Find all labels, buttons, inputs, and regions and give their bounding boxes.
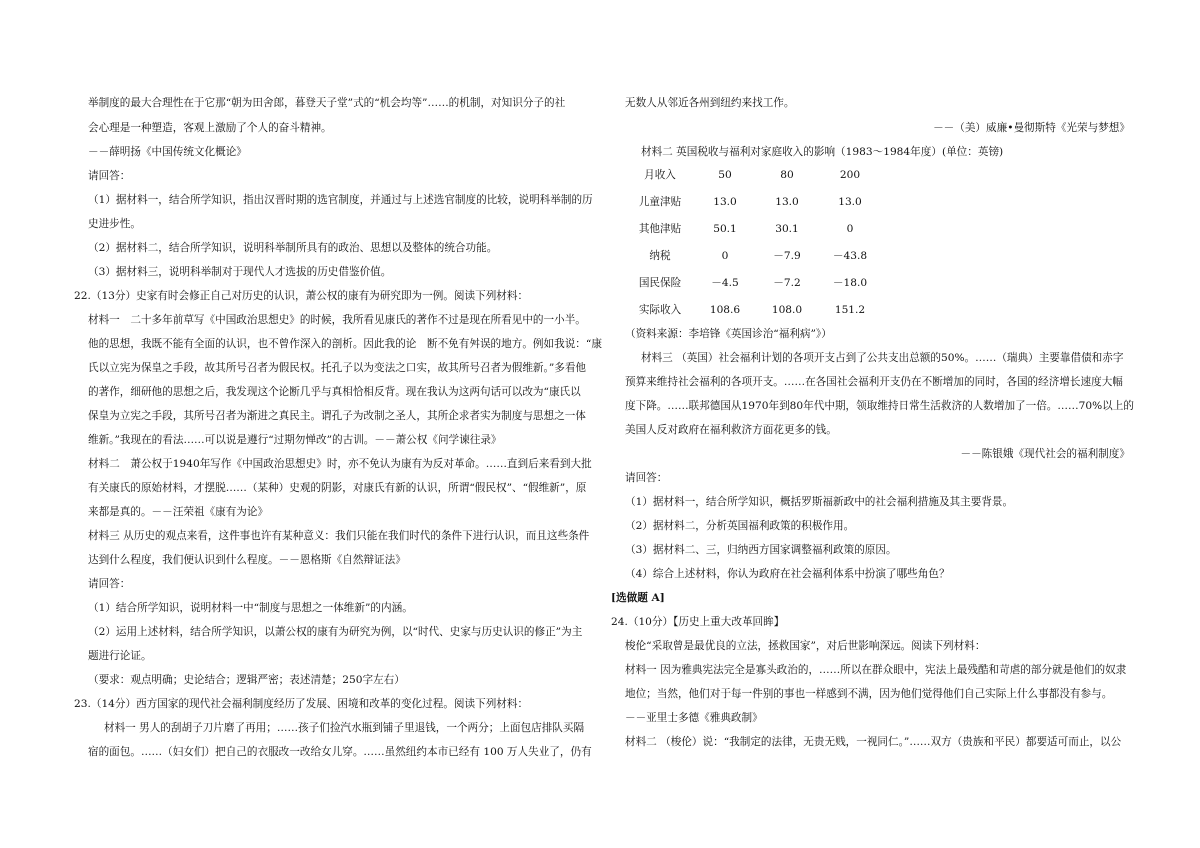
text-line: 美国人反对政府在福利救济方面花更多的钱。 [625,424,837,436]
table-cell: －18.0 [832,277,868,289]
question-item: （2）运用上述材料，结合所学知识，以萧公权的康有为研究为例，以“时代、史家与历史认识的修正”为主 [88,626,583,638]
text-line: 材料三 从历史的观点来看，这件事也许有某种意义：我们只能在我们时代的条件下进行认识，而且这些条件 [88,530,590,542]
text-line: 材料二 萧公权于1940年写作《中国政治思想史》时，亦不免认为康有为反对革命。……直到后来看到大批 [88,458,592,470]
question-prompt: 请回答： [625,472,668,484]
table-cell: 纳税 [649,250,671,262]
question-23-header: 23.（14分）西方国家的现代社会福利制度经历了发展、困境和改革的变化过程。阅读下列材料： [74,698,529,710]
table-cell: 实际收入 [638,304,682,316]
table-cell: 50 [718,169,732,181]
text-line: 维新。”我现在的看法……可以说是遵行“过期勿惮改”的古训。－－萧公权《问学谏往录》 [88,434,502,446]
text-line: 梭伦“采取曾是最优良的立法，拯救国家”，对后世影响深远。阅读下列材料： [625,640,986,652]
text-line: 预算来维持社会福利的各项开支。……在各国社会福利开支仍在不断增加的同时，各国的经济增长速度大幅 [625,376,1123,388]
table-cell: －4.5 [711,277,739,289]
table-cell: －7.2 [773,277,801,289]
table-cell: 0 [846,223,854,235]
text-line: 达到什么程度，我们便认识到什么程度。－－恩格斯《自然辩证法》 [88,554,406,566]
question-item: （1）据材料一，结合所学知识，指出汉晋时期的选官制度，并通过与上述选官制度的比较，说明科举制的历 [88,194,593,206]
question-item: （2）据材料二，分析英国福利政策的积极作用。 [625,520,855,532]
source-note: （资料来源：李培锋《英国诊治“福利病”》） [625,328,832,340]
question-item: （3）据材料二、三，归纳西方国家调整福利政策的原因。 [625,544,897,556]
question-item: （3）据材料三，说明科举制对于现代人才选拔的历史借鉴价值。 [88,266,392,278]
table-row [625,276,885,290]
table-cell: 200 [839,169,861,181]
text-line: 度下降。……联邦德国从1970年到80年代中期，领取维持日常生活救济的人数增加了一倍。……70%以上的 [625,400,1134,412]
text-line: 举制度的最大合理性在于它那“朝为田舍郎，暮登天子堂”式的“机会均等”……的机制，对知识分子的社 [88,97,566,109]
text-line: 材料二 （梭伦）说：“我制定的法律，无贵无贱，一视同仁。”……双方（贵族和平民）都要适可而止，以公 [625,736,1122,748]
question-item: （2）据材料二，结合所学知识，说明科举制所具有的政治、思想以及整体的统合功能。 [88,242,498,254]
table-cell: 108.0 [771,304,803,316]
text-line: 宿的面包。……（妇女们）把自己的衣服改一改给女儿穿。……虽然纽约本市已经有 100 万人失业了，仍有 [88,746,592,758]
text-line: 材料一 二十多年前草写《中国政治思想史》的时候，我所看见康氏的著作不过是现在所看见中的一小半。 [88,314,586,326]
table-cell: 30.1 [775,223,799,235]
text-line: 材料一 因为雅典宪法完全是寡头政治的，……所以在群众眼中，宪法上最残酷和苛虐的部分就是他们的奴隶 [625,664,1127,676]
table-cell: 13.0 [838,196,862,208]
table-cell: 80 [780,169,794,181]
table-cell: 13.0 [775,196,799,208]
table-header-row [625,168,885,182]
text-line: 无数人从邻近各州到纽约来找工作。 [625,97,795,109]
table-cell: 151.2 [834,304,866,316]
table-cell: 50.1 [713,223,737,235]
text-line: 来都是真的。－－汪荣祖《康有为论》 [88,506,269,518]
table-cell: －43.8 [832,250,868,262]
table-cell: 国民保险 [638,277,682,289]
citation: －－亚里士多德《雅典政制》 [625,712,763,724]
table-row [625,249,885,263]
text-line: 氏以立宪为保皇之手段，故其所号召者为假民权。托孔子以为变法之口实，故其所号召者为假维新。”多看他 [88,362,587,374]
text-line: 材料一 男人的刮胡子刀片磨了再用；……孩子们捡汽水瓶到铺子里退钱，一个两分；上面包店排队买隔 [104,722,585,734]
text-line: 材料三 （英国）社会福利计划的各项开支占到了公共支出总额的50%。……（瑞典）主要靠借债和赤字 [641,352,1124,364]
citation: －－陈银娥《现代社会的福利制度》 [960,448,1130,460]
text-line: 有关康氏的原始材料，才摆脱……（某种）史观的阴影，对康氏有新的认识，所谓“假民权”、“假维新”，原 [88,482,587,494]
text-line: 地位；当然，他们对于每一件别的事也一样感到不满，因为他们觉得他们自己实际上什么事都没有参与。 [625,688,1113,700]
requirement-note: （要求：观点明确；史论结合；逻辑严密；表述清楚；250字左右） [88,674,405,686]
question-prompt: 请回答： [88,578,131,590]
citation: －－薛明扬《中国传统文化概论》 [88,146,247,158]
table-cell: 其他津贴 [638,223,682,235]
table-row [625,303,885,317]
citation: －－（美）威廉•曼彻斯特《光荣与梦想》 [933,122,1130,134]
text-line: 的著作，细研他的思想之后，我发现这个论断几乎与真相恰相反背。现在我认为这两句话可以改为“康氏以 [88,386,581,398]
question-item: 题进行论证。 [88,650,152,662]
table-cell: －7.9 [773,250,801,262]
table-row [625,222,885,236]
table-cell: 月收入 [644,169,676,181]
text-line: 保皇为立宪之手段，其所号召者为渐进之真民主。谓孔子为改制之圣人，其所企求者实为制度与思想之一体 [88,410,586,422]
question-item: （1）据材料一，结合所学知识，概括罗斯福新政中的社会福利措施及其主要背景。 [625,496,1014,508]
table-caption: 材料二 英国税收与福利对家庭收入的影响（1983～1984年度）(单位：英镑) [641,146,1004,158]
question-24-header: 24.（10分）【历史上重大改革回眸】 [611,616,785,628]
table-cell: 13.0 [713,196,737,208]
question-item: （4）综合上述材料，你认为政府在社会福利体系中扮演了哪些角色？ [625,568,950,580]
table-cell: 0 [721,250,729,262]
text-line: 会心理是一种塑造，客观上激励了个人的奋斗精神。 [88,122,332,134]
table-row [625,195,885,209]
table-cell: 108.6 [709,304,741,316]
text-line: 他的思想，我既不能有全面的认识，也不曾作深入的剖析。因此我的论 断不免有舛误的地方。例如我说：“康 [88,338,602,350]
section-heading: [选做题 A] [611,592,665,604]
question-item: 史进步性。 [88,218,141,230]
table-cell: 儿童津贴 [638,196,682,208]
question-22-header: 22.（13分）史家有时会修正自己对历史的认识，萧公权的康有为研究即为一例。阅读下列材料： [74,290,529,302]
question-prompt: 请回答： [88,170,131,182]
question-item: （1）结合所学知识，说明材料一中“制度与思想之一体维新”的内涵。 [88,602,413,614]
